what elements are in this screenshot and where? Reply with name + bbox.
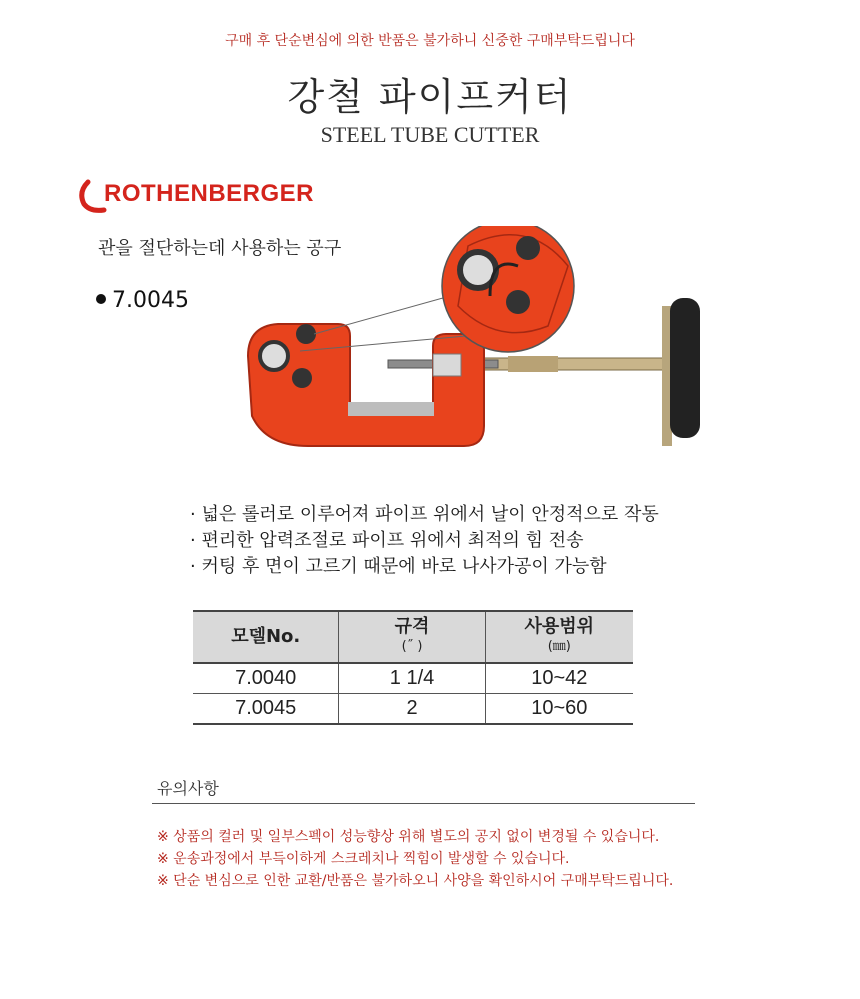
brand-name: ROTHENBERGER bbox=[104, 180, 315, 207]
page-subtitle: STEEL TUBE CUTTER bbox=[320, 122, 540, 147]
cell-model: 7.0040 bbox=[193, 663, 339, 694]
caution-item: ※ 단순 변심으로 인한 교환/반품은 불가하오니 사양을 확인하시어 구매부탁드립니다. bbox=[157, 873, 674, 889]
feature-list bbox=[190, 502, 659, 580]
cell-range: 10~42 bbox=[485, 663, 633, 694]
caution-divider bbox=[152, 803, 695, 804]
cell-size: 1 1/4 bbox=[339, 663, 485, 694]
header-size: 규격 (˝ ) bbox=[339, 611, 485, 663]
header-range: 사용범위 (㎜) bbox=[485, 611, 633, 663]
caution-item: ※ 운송과정에서 부득이하게 스크레치나 찍힘이 발생할 수 있습니다. bbox=[157, 851, 570, 867]
table-header-row bbox=[193, 611, 633, 663]
brand-logo bbox=[78, 178, 348, 218]
bullet-icon bbox=[96, 294, 106, 304]
table-row bbox=[193, 694, 633, 725]
model-number bbox=[96, 288, 189, 313]
caution-list bbox=[157, 826, 673, 892]
cell-range: 10~60 bbox=[485, 694, 633, 725]
caution-title: 유의사항 bbox=[157, 779, 219, 798]
cell-size: 2 bbox=[339, 694, 485, 725]
spec-table bbox=[193, 610, 633, 725]
model-number-value: 7.0045 bbox=[112, 288, 189, 313]
usage-text: 관을 절단하는데 사용하는 공구 bbox=[98, 238, 342, 259]
pipe-cutter-image bbox=[228, 226, 718, 476]
table-row bbox=[193, 663, 633, 694]
feature-item: · 편리한 압력조절로 파이프 위에서 최적의 힘 전송 bbox=[190, 530, 584, 551]
caution-item: ※ 상품의 컬러 및 일부스펙이 성능향상 위해 별도의 공지 없이 변경될 수 있습니다. bbox=[157, 829, 660, 845]
top-notice: 구매 후 단순변심에 의한 반품은 불가하니 신중한 구매부탁드립니다 bbox=[225, 33, 635, 49]
page-title: 강철 파이프커터 bbox=[287, 75, 573, 119]
header-model: 모델No. bbox=[193, 611, 339, 663]
feature-item: · 넓은 롤러로 이루어져 파이프 위에서 날이 안정적으로 작동 bbox=[190, 504, 659, 525]
cell-model: 7.0045 bbox=[193, 694, 339, 725]
feature-item: · 커팅 후 면이 고르기 때문에 바로 나사가공이 가능함 bbox=[190, 556, 607, 577]
